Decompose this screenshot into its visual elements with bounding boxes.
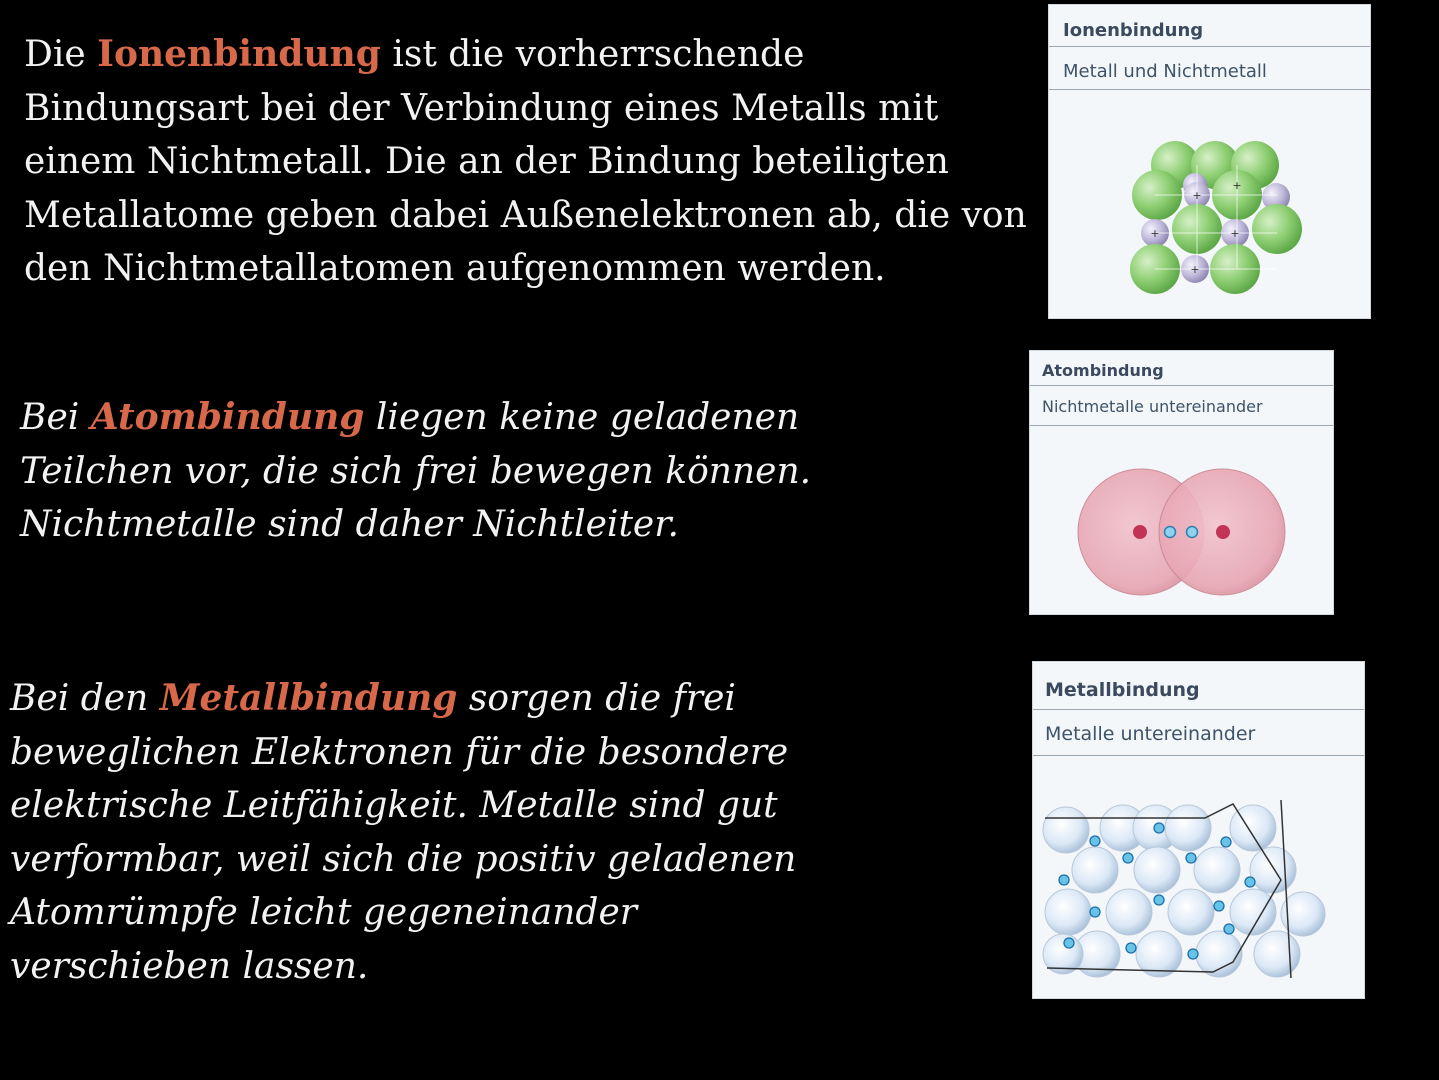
ionic-text-pre: Die (24, 34, 98, 75)
svg-text:+: + (1230, 227, 1240, 240)
metallic-text-pre: Bei den (10, 678, 160, 719)
metallic-bond-card (1032, 661, 1365, 999)
metallic-card-title: Metallbindung (1045, 679, 1200, 701)
ionic-bond-paragraph (24, 28, 1034, 296)
metallic-text-post: sorgen die frei beweglichen Elektronen für die besondere elektrische Leitfähigkeit. Metalle sind gut verformbar, weil sich die positiv geladenen Atomrümpfe leicht gegeneinander verschieben lassen. (10, 678, 797, 987)
svg-text:+: + (1150, 227, 1160, 240)
ionic-text-post: ist die vorherrschende Bindungsart bei der Verbindung eines Metalls mit einem Nichtmetall. Die an der Bindung beteiligten Metallatome geben dabei Außenelektronen ab, die von den Nichtmetallatomen aufgenommen werden. (24, 34, 1027, 289)
atomic-text-pre: Bei (20, 397, 91, 438)
covalent-bond-paragraph (20, 391, 840, 552)
atomic-card-subtitle: Nichtmetalle untereinander (1042, 397, 1263, 416)
metallic-card-subtitle: Metalle untereinander (1045, 723, 1256, 745)
covalent-bond-card (1029, 350, 1334, 615)
atomic-card-title: Atombindung (1042, 361, 1164, 380)
svg-text:+: + (1192, 189, 1202, 202)
ionic-card-subtitle: Metall und Nichtmetall (1063, 61, 1267, 82)
ionic-lattice-illustration (1049, 5, 1370, 318)
ionic-card-title: Ionenbindung (1063, 20, 1204, 41)
atomic-keyword: Atombindung (90, 396, 365, 438)
metallic-lattice-illustration (1033, 662, 1364, 998)
metallic-bond-paragraph (10, 672, 850, 993)
metallic-keyword: Metallbindung (159, 677, 458, 719)
ionic-bond-card (1048, 4, 1371, 319)
covalent-molecule-illustration (1030, 351, 1333, 614)
ionic-keyword: Ionenbindung (97, 33, 381, 75)
atomic-text-post: liegen keine geladenen Teilchen vor, die sich frei bewegen können. Nichtmetalle sind daher Nichtleiter. (20, 397, 812, 545)
svg-text:+: + (1232, 179, 1242, 192)
svg-text:+: + (1190, 263, 1200, 276)
